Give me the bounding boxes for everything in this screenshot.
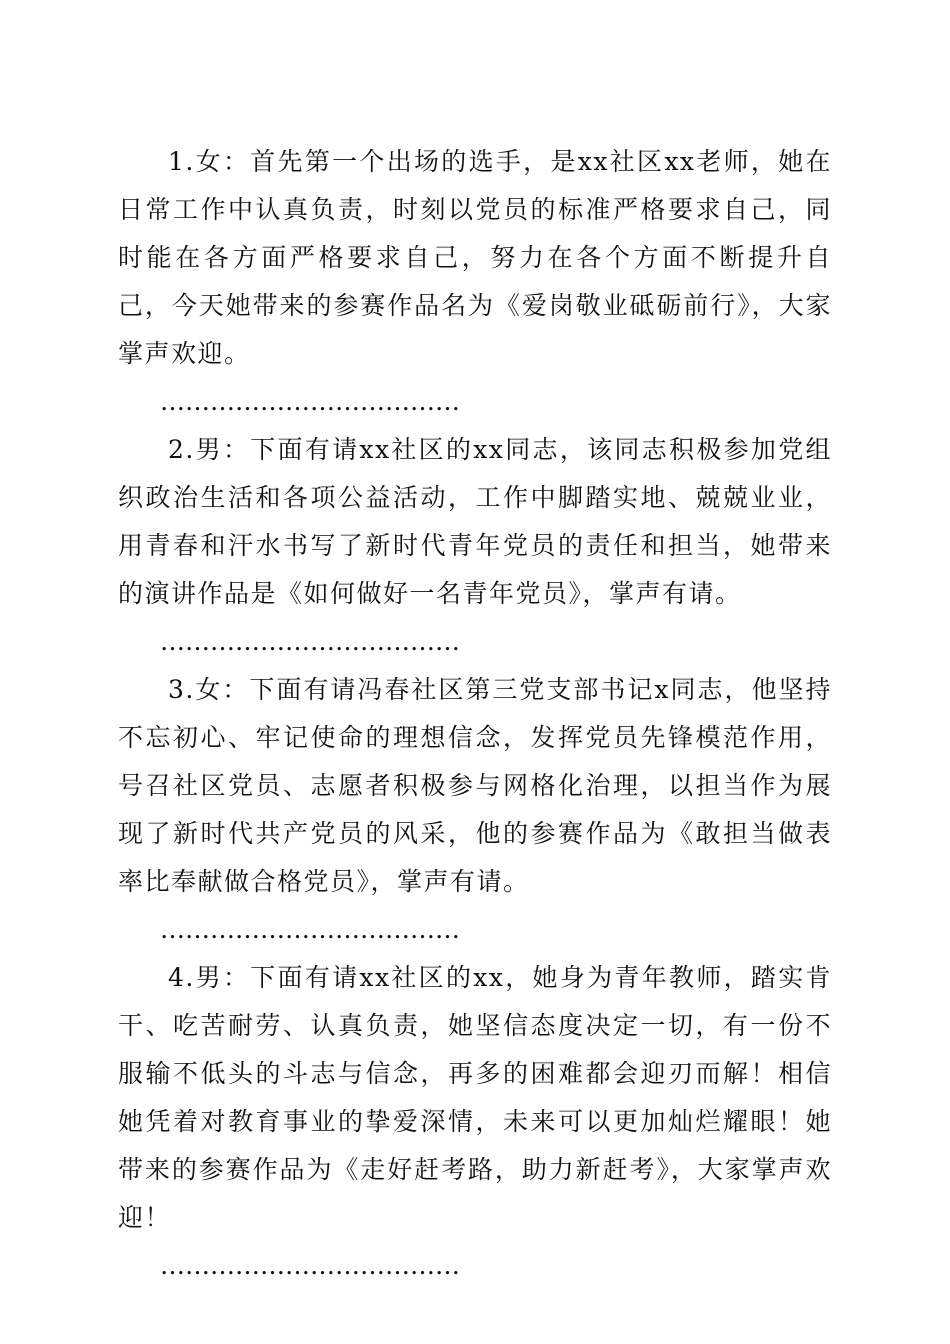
paragraph-4: 4.男：下面有请xx社区的xx，她身为青年教师，踏实肯干、吃苦耐劳、认真负责，她坚信态度决定一切，有一份不服输不低头的斗志与信念，再多的困难都会迎刃而解！相信她凭着对教育事业的挚爱深情，未来可以更加灿烂耀眼！她带来的参赛作品为《走好赶考路，助力新赶考》，大家掌声欢迎！ [118, 963, 832, 1232]
ellipsis-separator-2: ……………………………… [160, 627, 460, 656]
ellipsis-separator-3: ……………………………… [160, 915, 460, 944]
paragraph-3: 3.女：下面有请冯春社区第三党支部书记x同志，他坚持不忘初心、牢记使命的理想信念，发挥党员先锋模范作用，号召社区党员、志愿者积极参与网格化治理，以担当作为展现了新时代共产党员的风采，他的参赛作品为《敢担当做表率比奉献做合格党员》，掌声有请。 [118, 675, 832, 896]
ellipsis-separator-1: ……………………………… [160, 387, 460, 416]
ellipsis-separator-4: ……………………………… [160, 1251, 460, 1280]
paragraph-1: 1.女：首先第一个出场的选手，是xx社区xx老师，她在日常工作中认真负责，时刻以党员的标准严格要求自己，同时能在各方面严格要求自己，努力在各个方面不断提升自己，今天她带来的参赛作品名为《爱岗敬业砥砺前行》，大家掌声欢迎。 [118, 147, 832, 368]
document-body [118, 138, 832, 1290]
paragraph-2: 2.男：下面有请xx社区的xx同志，该同志积极参加党组织政治生活和各项公益活动，工作中脚踏实地、兢兢业业，用青春和汗水书写了新时代青年党员的责任和担当，她带来的演讲作品是《如何做好一名青年党员》，掌声有请。 [118, 435, 832, 608]
